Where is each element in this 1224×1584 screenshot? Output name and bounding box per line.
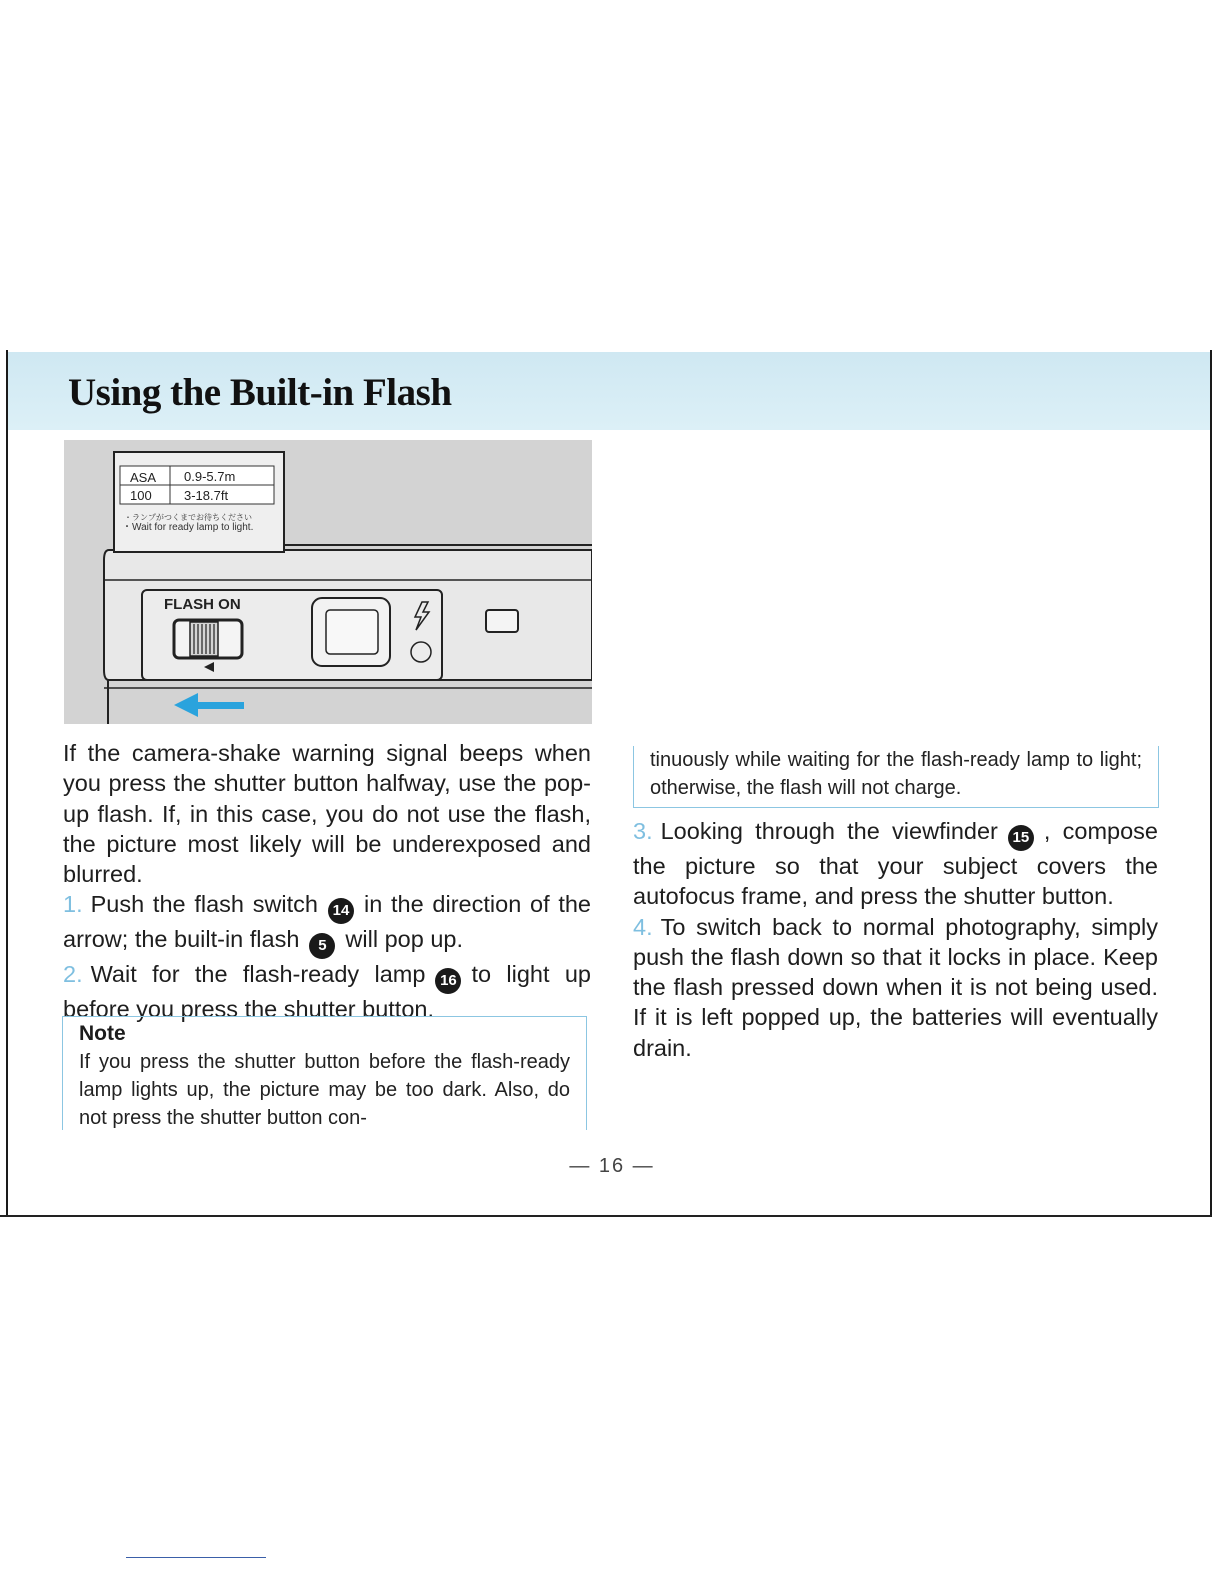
ref-badge-14: 14 — [328, 898, 354, 924]
intro-paragraph: If the camera-shake warning signal beeps when you press the shutter button halfway, use the pop-up flash. If, in this case, you do not use the flash, the picture most likely will be underexposed and blurred. — [63, 740, 591, 888]
step-1 — [63, 889, 591, 959]
step-2-text-a: Wait for the flash-ready lamp — [90, 961, 426, 988]
step-2 — [63, 959, 591, 1024]
step-3-text-a: Looking through the viewfinder — [660, 818, 998, 844]
viewfinder — [312, 598, 390, 666]
step-1-text-c: will pop up. — [345, 926, 463, 953]
page-title: Using the Built-in Flash — [68, 371, 452, 414]
step-1-text-a: Push the flash switch — [90, 891, 318, 918]
ref-badge-16: 16 — [435, 968, 461, 994]
note-continued: tinuously while waiting for the flash-ready lamp to light; otherwise, the flash will not charge. — [633, 746, 1159, 808]
step-3-number: 3. — [633, 818, 653, 844]
flash-on-label: FLASH ON — [164, 596, 241, 613]
step-4 — [633, 912, 1158, 1063]
label-100: 100 — [130, 488, 152, 503]
note-title: Note — [79, 1022, 126, 1045]
step-2-text-b: to light up before you press the shutter button. — [63, 961, 591, 1023]
step-4-number: 4. — [633, 913, 653, 940]
step-3 — [633, 816, 1158, 912]
note-body: If you press the shutter button before the flash-ready lamp lights up, the picture may be too dark. Also, do not press the shutter button con- — [79, 1051, 570, 1129]
footer-underline — [126, 1557, 266, 1558]
step-1-number: 1. — [63, 891, 83, 918]
label-range-m: 0.9-5.7m — [184, 469, 236, 484]
left-column — [63, 738, 591, 1025]
label-asa: ASA — [130, 470, 157, 485]
step-1-text-b: in the direction of the arrow; the built-in flash — [63, 891, 592, 953]
label-range-ft: 3-18.7ft — [184, 488, 229, 503]
step-3-text-b: , compose the picture so that your subject covers the autofocus frame, and press the shutter button. — [633, 818, 1158, 910]
bottom-rule — [0, 1215, 1212, 1217]
step-2-number: 2. — [63, 961, 83, 988]
right-column — [633, 816, 1158, 1063]
ref-badge-15: 15 — [1008, 825, 1034, 851]
label-instruction: ・Wait for ready lamp to light. — [122, 522, 254, 533]
ref-badge-5: 5 — [309, 933, 335, 959]
page-number: — 16 — — [569, 1155, 655, 1177]
step-4-text: To switch back to normal photography, simply push the flash down so that it locks in place. Keep the flash pressed down when it is not being used. If it is left popped up, the batteries will eventually drain. — [633, 913, 1158, 1061]
label-japanese: ・ランプがつくまでお待ちください — [124, 513, 252, 522]
note-box — [62, 1016, 587, 1130]
camera-flash-illustration — [64, 440, 592, 724]
af-window — [486, 610, 518, 632]
